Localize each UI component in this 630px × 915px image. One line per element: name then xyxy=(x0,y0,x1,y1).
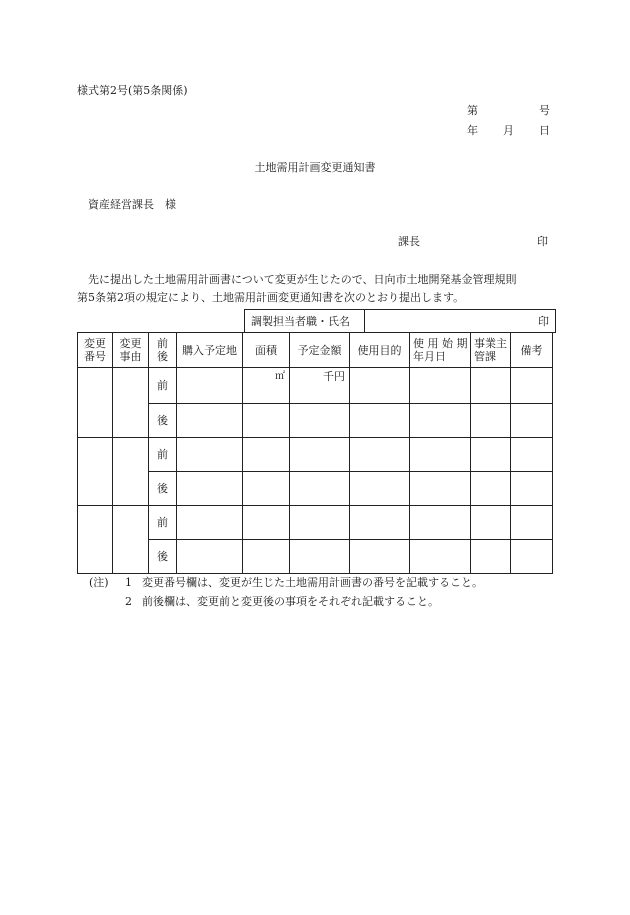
planned-site-cell[interactable] xyxy=(177,506,243,540)
start-date-cell[interactable] xyxy=(410,506,471,540)
change-reason-cell[interactable] xyxy=(113,506,149,574)
change-number-cell[interactable] xyxy=(78,368,113,438)
table-row xyxy=(78,404,553,438)
planned-site-cell[interactable] xyxy=(177,404,243,438)
header-area: 面積 xyxy=(243,333,290,368)
amount-cell[interactable] xyxy=(290,438,350,472)
area-cell[interactable] xyxy=(243,438,290,472)
purpose-cell[interactable] xyxy=(350,540,410,574)
department-cell[interactable] xyxy=(471,540,511,574)
body-line-1: 先に提出した土地需用計画書について変更が生じたので、日向市土地開発基金管理規則 xyxy=(88,273,517,286)
remarks-cell[interactable] xyxy=(511,472,553,506)
change-number-cell[interactable] xyxy=(78,506,113,574)
header-purpose: 使用目的 xyxy=(350,333,410,368)
department-cell[interactable] xyxy=(471,506,511,540)
remarks-cell[interactable] xyxy=(511,438,553,472)
header-department: 事業主 管課 xyxy=(471,333,511,368)
area-cell[interactable] xyxy=(243,506,290,540)
document-title: 土地需用計画変更通知書 xyxy=(254,161,376,174)
before-label: 前 xyxy=(149,438,177,472)
header-remarks: 備考 xyxy=(511,333,553,368)
date-day: 日 xyxy=(539,124,550,137)
amount-unit: 千円 xyxy=(323,370,345,383)
change-reason-cell[interactable] xyxy=(113,368,149,438)
note-1-number: 1 xyxy=(125,576,132,589)
preparer-label: 調製担当者職・氏名 xyxy=(245,310,365,333)
header-change-reason: 変更 事由 xyxy=(113,333,149,368)
header-change-number: 変更 番号 xyxy=(78,333,113,368)
after-label: 後 xyxy=(149,404,177,438)
date-month: 月 xyxy=(503,124,514,137)
change-reason-cell[interactable] xyxy=(113,438,149,506)
change-number-cell[interactable] xyxy=(78,438,113,506)
table-header-row xyxy=(78,333,553,368)
header-planned-site: 購入予定地 xyxy=(177,333,243,368)
note-1-text: 変更番号欄は、変更が生じた土地需用計画書の番号を記載すること。 xyxy=(142,576,483,589)
table-row xyxy=(78,540,553,574)
purpose-cell[interactable] xyxy=(350,472,410,506)
header-amount: 予定金額 xyxy=(290,333,350,368)
amount-cell[interactable] xyxy=(290,368,350,404)
purpose-cell[interactable] xyxy=(350,506,410,540)
table-row xyxy=(78,368,553,404)
table-row xyxy=(78,506,553,540)
purpose-cell[interactable] xyxy=(350,404,410,438)
sender-title: 課長 xyxy=(398,235,420,248)
date-year: 年 xyxy=(467,124,478,137)
note-2-text: 前後欄は、変更前と変更後の事項をそれぞれ記載すること。 xyxy=(142,595,439,608)
after-label: 後 xyxy=(149,472,177,506)
department-cell[interactable] xyxy=(471,438,511,472)
amount-cell[interactable] xyxy=(290,404,350,438)
header-start-date: 使 用 始 期 年月日 xyxy=(410,333,471,368)
department-cell[interactable] xyxy=(471,472,511,506)
planned-site-cell[interactable] xyxy=(177,438,243,472)
doc-number-dai: 第 xyxy=(467,104,478,117)
after-label: 後 xyxy=(149,540,177,574)
remarks-cell[interactable] xyxy=(511,540,553,574)
addressee: 資産経営課長 様 xyxy=(88,198,176,211)
body-line-2: 第5条第2項の規定により、土地需用計画変更通知書を次のとおり提出します。 xyxy=(77,291,465,304)
area-cell[interactable] xyxy=(243,404,290,438)
preparer-seal: 印 xyxy=(365,310,556,333)
planned-site-cell[interactable] xyxy=(177,472,243,506)
table-row xyxy=(78,472,553,506)
table-row xyxy=(78,438,553,472)
change-table xyxy=(77,332,553,574)
before-label: 前 xyxy=(149,506,177,540)
planned-site-cell[interactable] xyxy=(177,368,243,404)
area-unit: ㎡ xyxy=(275,371,285,382)
amount-cell[interactable] xyxy=(290,472,350,506)
department-cell[interactable] xyxy=(471,368,511,404)
area-cell[interactable] xyxy=(243,368,290,404)
remarks-cell[interactable] xyxy=(511,368,553,404)
form-number: 様式第2号(第5条関係) xyxy=(77,84,188,97)
start-date-cell[interactable] xyxy=(410,438,471,472)
amount-cell[interactable] xyxy=(290,540,350,574)
preparer-box xyxy=(244,309,556,333)
start-date-cell[interactable] xyxy=(410,368,471,404)
start-date-cell[interactable] xyxy=(410,540,471,574)
before-label: 前 xyxy=(149,368,177,404)
remarks-cell[interactable] xyxy=(511,404,553,438)
notes-prefix: (注) xyxy=(89,576,109,589)
area-cell[interactable] xyxy=(243,472,290,506)
header-before-after: 前 後 xyxy=(149,333,177,368)
purpose-cell[interactable] xyxy=(350,438,410,472)
department-cell[interactable] xyxy=(471,404,511,438)
purpose-cell[interactable] xyxy=(350,368,410,404)
start-date-cell[interactable] xyxy=(410,472,471,506)
doc-number-go: 号 xyxy=(539,104,550,117)
remarks-cell[interactable] xyxy=(511,506,553,540)
note-2-number: 2 xyxy=(125,595,132,608)
sender-seal: 印 xyxy=(537,235,548,248)
amount-cell[interactable] xyxy=(290,506,350,540)
area-cell[interactable] xyxy=(243,540,290,574)
start-date-cell[interactable] xyxy=(410,404,471,438)
planned-site-cell[interactable] xyxy=(177,540,243,574)
